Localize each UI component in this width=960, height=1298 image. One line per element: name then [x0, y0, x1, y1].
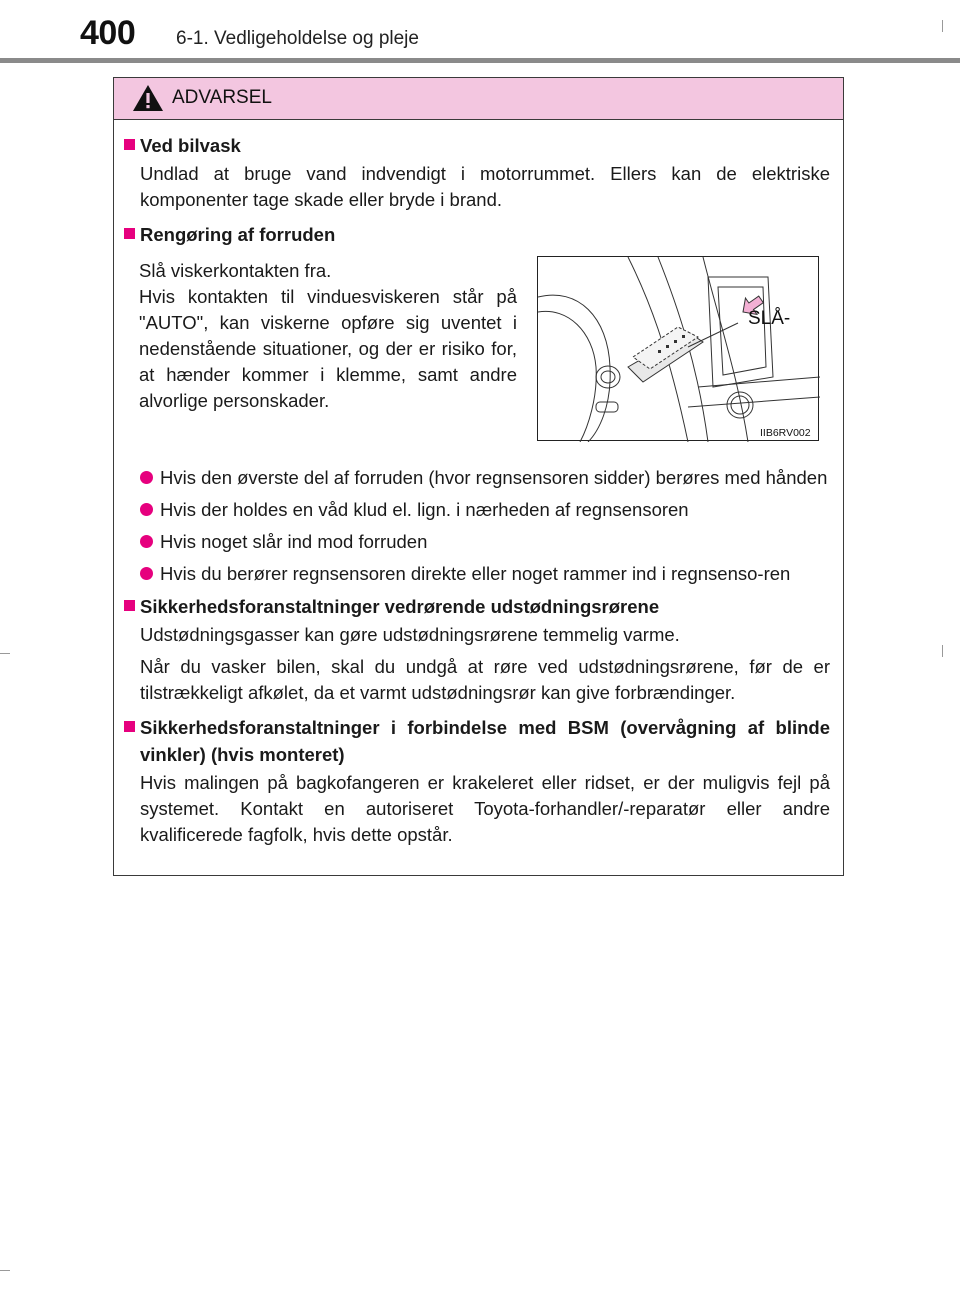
section-heading: Sikkerhedsforanstaltninger i forbindelse med BSM (overvågning af blinde vinkler) (hvis monteret): [124, 714, 830, 768]
crop-mark: [0, 1270, 10, 1271]
list-item: Hvis der holdes en våd klud el. lign. i nærheden af regnsensoren: [124, 497, 830, 523]
list-item: Hvis du berører regnsensoren direkte eller noget rammer ind i regnsenso-ren: [124, 561, 830, 587]
round-bullet-icon: [140, 567, 153, 580]
square-bullet-icon: [124, 600, 135, 611]
crop-mark: [942, 645, 943, 657]
round-bullet-icon: [140, 535, 153, 548]
wiper-intro: [139, 256, 517, 414]
section-text: Undlad at bruge vand indvendigt i motorrummet. Ellers kan de elektriske komponenter tage skade eller bryde i brand.: [140, 163, 830, 210]
page-number: 400: [80, 14, 136, 52]
warning-box: [113, 77, 844, 876]
section-heading: Ved bilvask: [124, 132, 830, 159]
list-item: Hvis noget slår ind mod forruden: [124, 529, 830, 555]
section-heading: Rengøring af forruden: [124, 221, 830, 248]
crop-mark: [0, 653, 10, 654]
warning-title: ADVARSEL: [172, 87, 272, 108]
round-bullet-icon: [140, 471, 153, 484]
intro-line: Slå viskerkontakten fra.: [139, 260, 332, 281]
page-header: [0, 0, 960, 64]
square-bullet-icon: [124, 721, 135, 732]
header-rule: [0, 58, 960, 63]
warning-body: [124, 132, 830, 848]
square-bullet-icon: [124, 228, 135, 239]
warning-header: [114, 78, 843, 120]
section-text: Udstødningsgasser kan gøre udstødningsrørene temmelig varme.: [140, 624, 680, 645]
section-text: Når du vasker bilen, skal du undgå at røre ved udstødningsrørene, før de er tilstrækkeligt afkølet, da et varmt udstødningsrør kan give forbrændinger.: [140, 656, 830, 703]
intro-text: Hvis kontakten til vinduesviskeren står på "AUTO", kan viskerne opføre sig uventet i nedenstående situationer, og der er risiko for, at hænder kommer i klemme, samt andre alvorlige personskader.: [139, 286, 517, 411]
square-bullet-icon: [124, 139, 135, 150]
crop-mark: [942, 20, 943, 32]
figure-code: IIB6RV002: [760, 427, 811, 439]
round-bullet-icon: [140, 503, 153, 516]
list-item: Hvis den øverste del af forruden (hvor regnsensoren sidder) berøres med hånden: [124, 465, 830, 491]
chapter-title: 6-1. Vedligeholdelse og pleje: [176, 28, 419, 49]
section-heading: Sikkerhedsforanstaltninger vedrørende udstødningsrørene: [124, 593, 830, 620]
wiper-switch-figure: [537, 256, 819, 441]
warning-triangle-icon: [132, 84, 164, 112]
figure-label: SLÅ-: [748, 308, 791, 329]
section-text: Hvis malingen på bagkofangeren er krakeleret eller ridset, er der muligvis fejl på systemet. Kontakt en autoriseret Toyota-forhandler/-reparatør eller andre kvalificerede fagfolk, hvis dette opstår.: [140, 772, 830, 845]
steering-column-illustration: [538, 257, 820, 442]
